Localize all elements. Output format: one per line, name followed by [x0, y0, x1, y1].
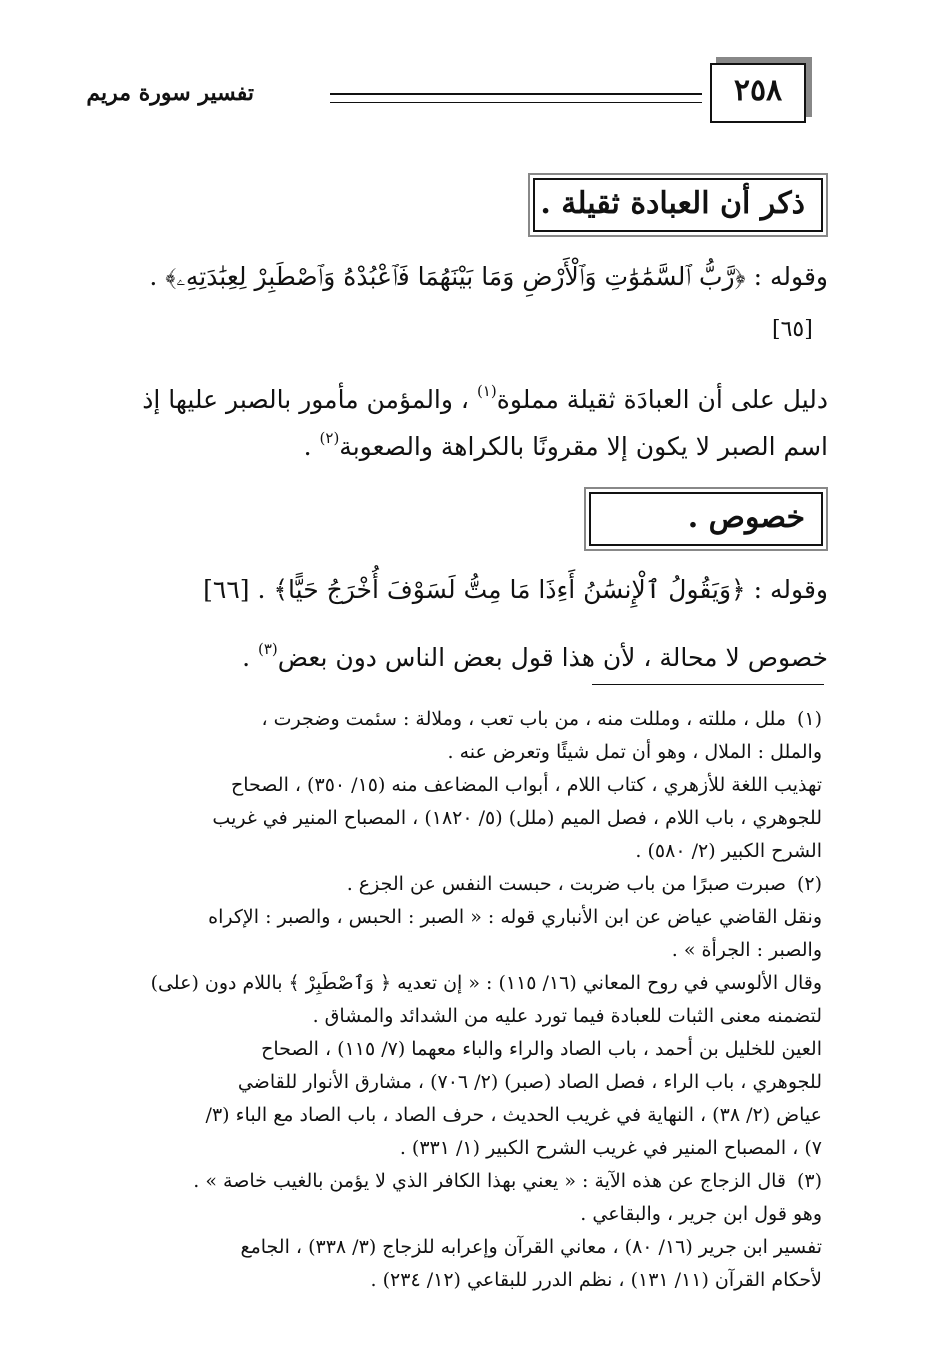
footnote-1-line: الشرح الكبير (٢/ ٥٨٠) . [635, 840, 822, 862]
paragraph-1-line-1 [142, 382, 828, 414]
paragraph-2-text-a: خصوص لا محالة ، لأن هذا قول بعض الناس دون بعض [277, 643, 828, 672]
footnote-1-line: للجوهري ، باب اللام ، فصل الميم (ملل) (٥/ ١٨٢٠) ، المصباح المنير في غريب [212, 807, 822, 829]
footnote-1-label: (١) [796, 708, 822, 730]
footnote-marker-3: (٣) [257, 640, 278, 658]
verse-text-2: ﴿وَيَقُولُ ٱلْإِنسَٰنُ أَءِذَا مَا مِتُّ لَسَوْفَ أُخْرَجُ حَيًّا﴾ . [257, 575, 746, 604]
footnote-marker-1: (١) [476, 382, 497, 400]
footnote-2-line: ونقل القاضي عياض عن ابن الأنباري قوله : « الصبر : الحبس ، والصبر : الإكراه [208, 906, 822, 928]
footnote-3-line: وهو قول ابن جرير ، والبقاعي . [580, 1203, 822, 1225]
footnote-2-line: صبرت صبرًا من باب ضربت ، حبست النفس عن الجزع . [346, 873, 786, 895]
footnote-1-line: ملل ، مللته ، ومللت منه ، من باب تعب ، وملالة : سئمت وضجرت ، [261, 708, 786, 730]
verse-reference-66: [٦٦] [203, 575, 250, 604]
paragraph-1-text-c: اسم الصبر لا يكون إلا مقرونًا بالكراهة والصعوبة [339, 432, 828, 461]
footnote-2-line: ٧) ، المصباح المنير في غريب الشرح الكبير (١/ ٣٣١) . [399, 1137, 822, 1159]
footnote-2-label: (٢) [796, 873, 822, 895]
footnote-2-line: عياض (٢/ ٣٨) ، النهاية في غريب الحديث ، حرف الصاد ، باب الصاد مع الباء (٣/ [205, 1104, 822, 1126]
verse-intro-2: وقوله : [753, 575, 828, 604]
verse-line-66 [203, 575, 828, 604]
footnote-1-line: والملل : الملال ، وهو أن تمل شيئًا وتعرض عنه . [447, 741, 822, 763]
paragraph-1-line-2 [304, 429, 828, 461]
footnote-2-line: لتضمنه معنى الثبات للعبادة فيما تورد عليه من الشدائد والمشاق . [312, 1005, 822, 1027]
paragraph-1-text-b: ، والمؤمن مأمور بالصبر عليها إذ [142, 385, 469, 414]
verse-line-65 [149, 262, 828, 292]
paragraph-2-line-1 [242, 640, 828, 672]
section-heading-1: ذكر أن العبادة ثقيلة . [540, 186, 805, 221]
footnote-1-line: تهذيب اللغة للأزهري ، كتاب اللام ، أبواب المضاعف منه (١٥/ ٣٥٠) ، الصحاح [230, 774, 822, 796]
header-rule [330, 93, 702, 103]
footnote-separator [592, 684, 824, 685]
footnote-2-line: وقال الألوسي في روح المعاني (١٦/ ١١٥) : « إن تعديه ﴿ وَٱصْطَبِرْ ﴾ باللام دون (على) [150, 972, 822, 994]
paragraph-2-text-b: . [242, 643, 251, 672]
section-heading-box-2 [589, 492, 823, 546]
paragraph-1-text-a: دليل على أن العبادَة ثقيلة مملوة [496, 385, 828, 414]
verse-intro: وقوله : [753, 262, 828, 291]
footnote-2-line: للجوهري ، باب الراء ، فصل الصاد (صبر) (٢/ ٧٠٦) ، مشارق الأنوار للقاضي [237, 1071, 822, 1093]
footnote-3-line: تفسير ابن جرير (١٦/ ٨٠) ، معاني القرآن وإعرابه للزجاج (٣/ ٣٣٨) ، الجامع [240, 1236, 822, 1258]
section-heading-box-1 [533, 178, 823, 232]
footnote-2-line: والصبر : الجرأة » . [671, 939, 822, 961]
footnote-3-label: (٣) [796, 1170, 822, 1192]
footnote-2-line: العين للخليل بن أحمد ، باب الصاد والراء والباء معهما (٧/ ١١٥) ، الصحاح [261, 1038, 822, 1060]
page-number: ٢٥٨ [733, 73, 783, 108]
footnote-3-line: لأحكام القرآن (١١/ ١٣١) ، نظم الدرر للبقاعي (١٢/ ٢٣٤) . [370, 1269, 822, 1291]
verse-reference-65: [٦٥] [772, 317, 813, 342]
footnote-3-line: قال الزجاج عن هذه الآية : « يعني بهذا الكافر الذي لا يؤمن بالغيب خاصة » . [193, 1170, 786, 1192]
running-title: تفسير سورة مريم [86, 80, 254, 106]
verse-text: ﴿رَّبُّ ٱلسَّمَٰوَٰتِ وَٱلْأَرْضِ وَمَا بَيْنَهُمَا فَٱعْبُدْهُ وَٱصْطَبِرْ لِعِبَٰدَتِهِۦ﴾ . [149, 262, 746, 291]
section-heading-2: خصوص . [687, 500, 805, 535]
page-number-box [710, 63, 806, 123]
footnote-marker-2: (٢) [319, 429, 340, 447]
paragraph-1-text-d: . [303, 432, 312, 461]
